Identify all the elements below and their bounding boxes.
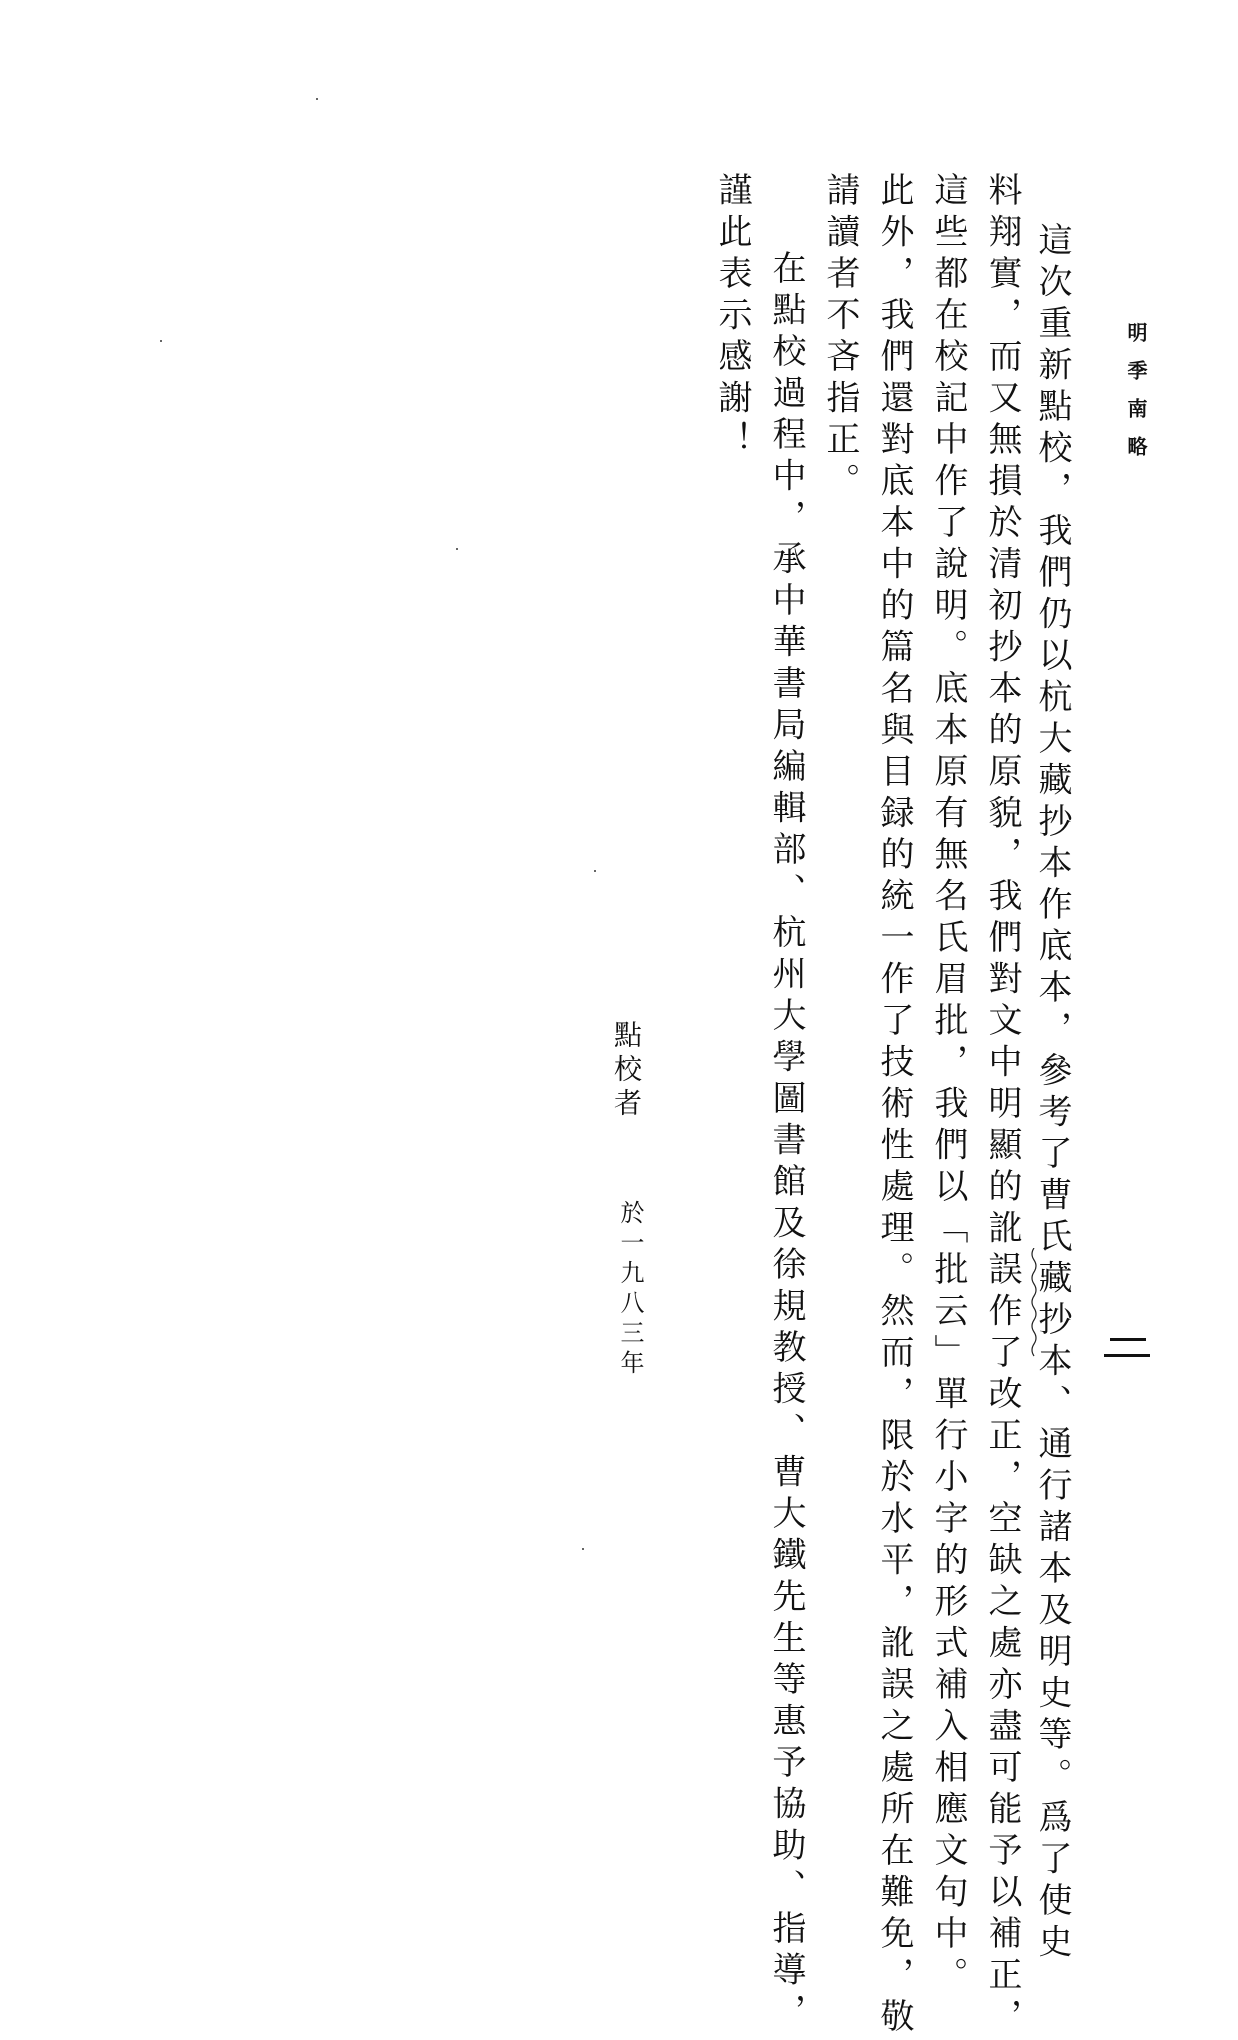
- body-column-4: 此外，我們還對底本中的篇名與目録的統一作了技術性處理。然而，限於水平，訛誤之處所在難免，敬: [874, 172, 914, 2040]
- signature-date: 於一九八三年: [616, 1200, 644, 1380]
- body-column-6: 在點校過程中，承中華書局編輯部、杭州大學圖書館及徐規教授、曹大鐵先生等惠予協助、指導，: [766, 250, 806, 2035]
- body-column-2: 料翔實，而又無損於清初抄本的原貌，我們對文中明顯的訛誤作了改正，空缺之處亦盡可能予以補正，: [982, 172, 1022, 2040]
- body-column-3: 這些都在校記中作了說明。底本原有無名氏眉批，我們以「批云」單行小字的形式補入相應文句中。: [928, 172, 968, 1998]
- body-column-1: 這次重新點校，我們仍以杭大藏抄本作底本，參考了曹氏藏抄本、通行諸本及明史等。爲了使史: [1032, 222, 1072, 1965]
- body-column-5: 請讀者不吝指正。: [820, 172, 860, 504]
- page-number: [1100, 1326, 1160, 1366]
- scan-speck: [316, 98, 318, 100]
- body-column-7: 謹此表示感謝！: [712, 172, 752, 463]
- wavy-underline-mark: [1030, 1248, 1038, 1358]
- scan-speck: [582, 1548, 584, 1550]
- signer-label: 點校者: [610, 1020, 643, 1122]
- scan-speck: [160, 340, 162, 342]
- scan-speck: [594, 870, 596, 872]
- page-number-stroke-1: [1110, 1338, 1146, 1341]
- scan-speck: [456, 548, 458, 550]
- page-number-stroke-2: [1104, 1354, 1150, 1357]
- running-header-title: 明季南略: [1124, 322, 1148, 474]
